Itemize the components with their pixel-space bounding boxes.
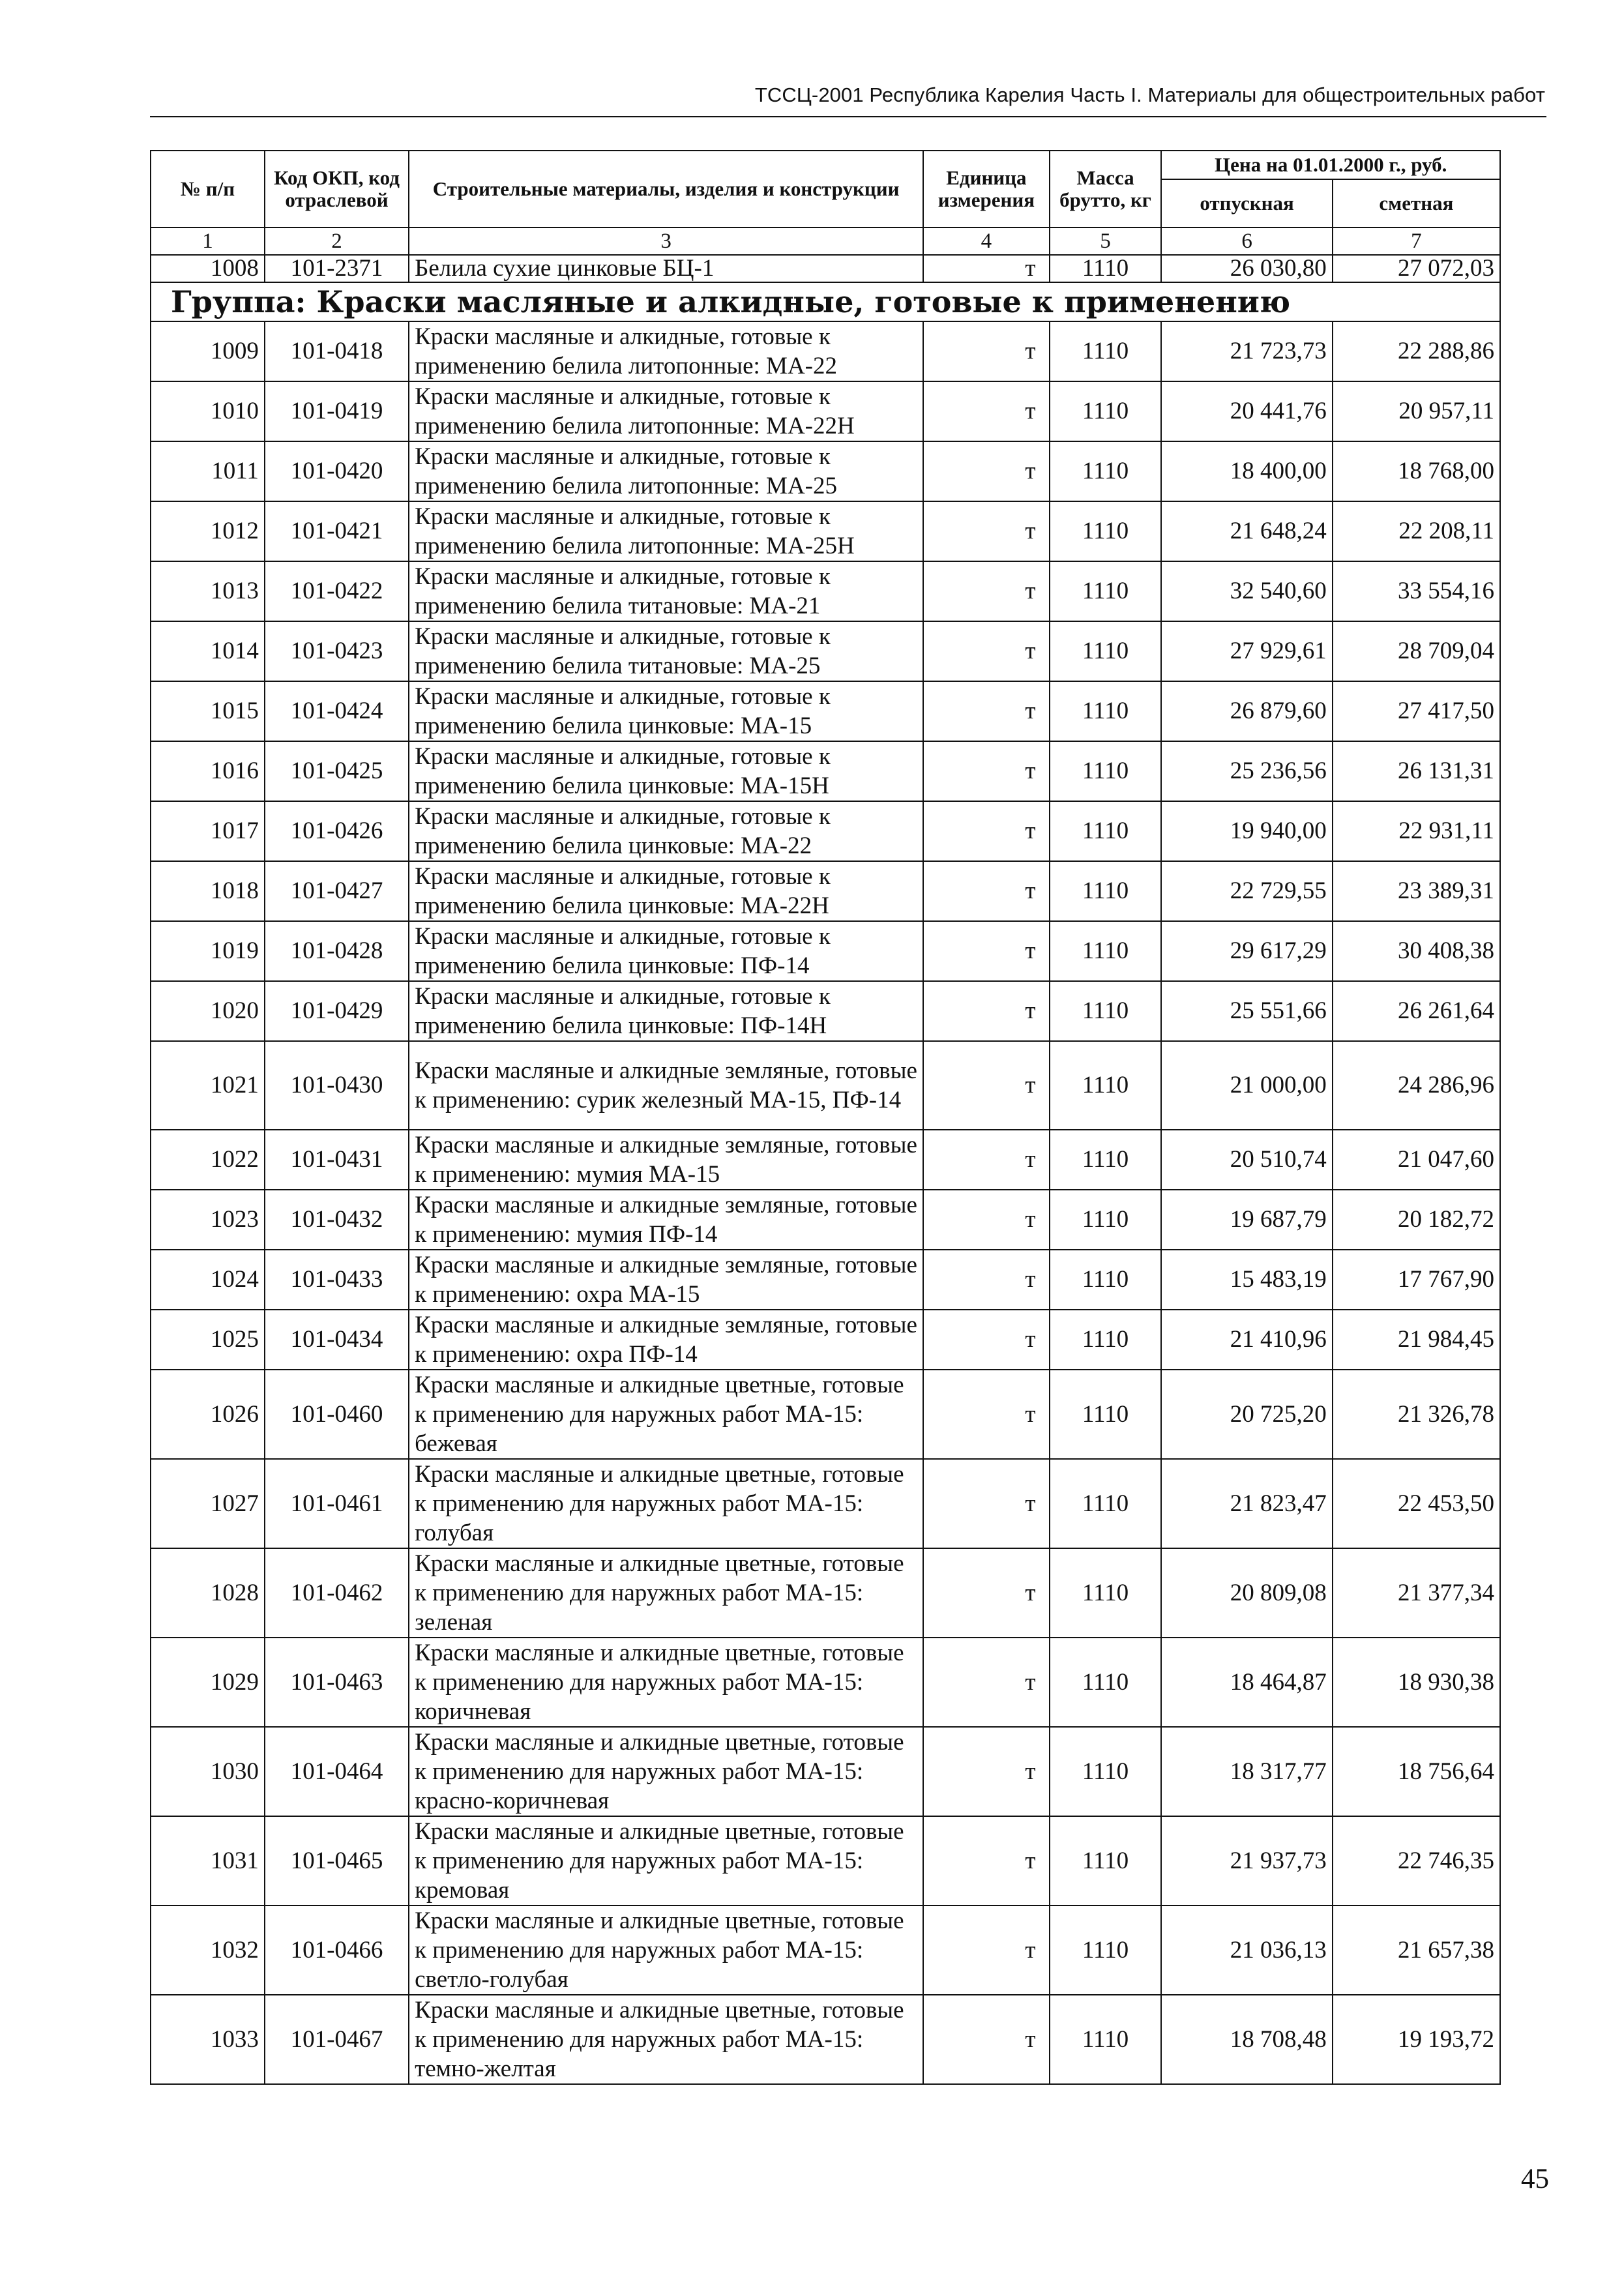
column-number: 3 (409, 228, 923, 255)
cell-unit: т (923, 1190, 1049, 1250)
column-number: 6 (1161, 228, 1332, 255)
cell-price-release: 20 809,08 (1161, 1548, 1332, 1638)
running-header: ТССЦ-2001 Республика Карелия Часть I. Материалы для общестроительных работ (754, 83, 1545, 106)
cell-okp: 101-0460 (265, 1370, 409, 1459)
table-row (151, 561, 1500, 621)
cell-mass: 1110 (1050, 1370, 1162, 1459)
cell-name: Краски масляные и алкидные, готовые к применению белила литопонные: МА-22 (409, 321, 923, 381)
table-row (151, 1310, 1500, 1370)
cell-okp: 101-0431 (265, 1130, 409, 1190)
cell-price-release: 18 708,48 (1161, 1995, 1332, 2084)
cell-name: Краски масляные и алкидные, готовые к применению белила цинковые: ПФ-14 (409, 921, 923, 981)
cell-okp: 101-0420 (265, 441, 409, 501)
cell-price-estimate: 22 288,86 (1333, 321, 1500, 381)
cell-unit: т (923, 681, 1049, 741)
cell-okp: 101-0424 (265, 681, 409, 741)
cell-price-release: 27 929,61 (1161, 621, 1332, 681)
cell-unit: т (923, 1041, 1049, 1130)
cell-num: 1016 (151, 741, 265, 801)
cell-num: 1027 (151, 1459, 265, 1548)
column-number: 2 (265, 228, 409, 255)
cell-name: Краски масляные и алкидные земляные, готовые к применению: охра МА-15 (409, 1250, 923, 1310)
cell-price-release: 21 648,24 (1161, 501, 1332, 561)
cell-unit: т (923, 1459, 1049, 1548)
cell-price-release: 20 441,76 (1161, 381, 1332, 441)
table-row (151, 1130, 1500, 1190)
cell-mass: 1110 (1050, 1250, 1162, 1310)
cell-unit: т (923, 741, 1049, 801)
cell-mass: 1110 (1050, 1638, 1162, 1727)
cell-okp: 101-0430 (265, 1041, 409, 1130)
cell-price-estimate: 22 931,11 (1333, 801, 1500, 861)
cell-num: 1028 (151, 1548, 265, 1638)
cell-price-release: 25 236,56 (1161, 741, 1332, 801)
cell-price-estimate: 22 208,11 (1333, 501, 1500, 561)
cell-okp: 101-2371 (265, 255, 409, 282)
table-row (151, 321, 1500, 381)
cell-price-release: 22 729,55 (1161, 861, 1332, 921)
cell-price-release: 18 317,77 (1161, 1727, 1332, 1816)
cell-price-estimate: 30 408,38 (1333, 921, 1500, 981)
cell-name: Краски масляные и алкидные цветные, готовые к применению для наружных работ МА-15: темно-желтая (409, 1995, 923, 2084)
table-body (151, 228, 1500, 2084)
cell-num: 1011 (151, 441, 265, 501)
cell-unit: т (923, 1995, 1049, 2084)
cell-num: 1025 (151, 1310, 265, 1370)
cell-name: Краски масляные и алкидные цветные, готовые к применению для наружных работ МА-15: зеленая (409, 1548, 923, 1638)
cell-okp: 101-0429 (265, 981, 409, 1041)
cell-price-estimate: 24 286,96 (1333, 1041, 1500, 1130)
cell-okp: 101-0427 (265, 861, 409, 921)
cell-price-release: 21 937,73 (1161, 1816, 1332, 1906)
cell-mass: 1110 (1050, 1727, 1162, 1816)
cell-name: Краски масляные и алкидные цветные, готовые к применению для наружных работ МА-15: коричневая (409, 1638, 923, 1727)
cell-price-release: 21 000,00 (1161, 1041, 1332, 1130)
cell-name: Краски масляные и алкидные земляные, готовые к применению: мумия ПФ-14 (409, 1190, 923, 1250)
cell-price-release: 19 940,00 (1161, 801, 1332, 861)
col-header-okp: Код ОКП, код отраслевой (265, 151, 409, 228)
cell-price-estimate: 18 756,64 (1333, 1727, 1500, 1816)
cell-price-release: 18 400,00 (1161, 441, 1332, 501)
cell-name: Краски масляные и алкидные, готовые к применению белила литопонные: МА-25 (409, 441, 923, 501)
cell-price-release: 25 551,66 (1161, 981, 1332, 1041)
cell-price-estimate: 20 182,72 (1333, 1190, 1500, 1250)
cell-price-estimate: 27 072,03 (1333, 255, 1500, 282)
cell-name: Краски масляные и алкидные, готовые к применению белила титановые: МА-25 (409, 621, 923, 681)
cell-price-estimate: 17 767,90 (1333, 1250, 1500, 1310)
cell-price-estimate: 18 930,38 (1333, 1638, 1500, 1727)
price-table (150, 150, 1501, 2085)
cell-num: 1023 (151, 1190, 265, 1250)
col-header-mass: Масса брутто, кг (1050, 151, 1162, 228)
cell-price-release: 32 540,60 (1161, 561, 1332, 621)
cell-price-release: 21 036,13 (1161, 1906, 1332, 1995)
table-row (151, 921, 1500, 981)
cell-num: 1030 (151, 1727, 265, 1816)
group-title: Группа: Краски масляные и алкидные, готовые к применению (151, 282, 1500, 321)
col-header-num: № п/п (151, 151, 265, 228)
cell-num: 1008 (151, 255, 265, 282)
cell-okp: 101-0418 (265, 321, 409, 381)
cell-unit: т (923, 561, 1049, 621)
col-header-unit: Единица измерения (923, 151, 1049, 228)
cell-name: Краски масляные и алкидные цветные, готовые к применению для наружных работ МА-15: красно-коричневая (409, 1727, 923, 1816)
cell-okp: 101-0422 (265, 561, 409, 621)
cell-okp: 101-0463 (265, 1638, 409, 1727)
cell-num: 1032 (151, 1906, 265, 1995)
table-row (151, 255, 1500, 282)
cell-price-estimate: 19 193,72 (1333, 1995, 1500, 2084)
table-row (151, 1638, 1500, 1727)
cell-price-estimate: 28 709,04 (1333, 621, 1500, 681)
cell-mass: 1110 (1050, 381, 1162, 441)
cell-price-release: 21 410,96 (1161, 1310, 1332, 1370)
cell-okp: 101-0465 (265, 1816, 409, 1906)
cell-name: Краски масляные и алкидные земляные, готовые к применению: охра ПФ-14 (409, 1310, 923, 1370)
cell-okp: 101-0426 (265, 801, 409, 861)
cell-okp: 101-0425 (265, 741, 409, 801)
cell-price-estimate: 21 984,45 (1333, 1310, 1500, 1370)
cell-num: 1017 (151, 801, 265, 861)
cell-price-estimate: 33 554,16 (1333, 561, 1500, 621)
cell-num: 1012 (151, 501, 265, 561)
table-row (151, 681, 1500, 741)
table-row (151, 1995, 1500, 2084)
cell-okp: 101-0419 (265, 381, 409, 441)
cell-unit: т (923, 1310, 1049, 1370)
table-row (151, 441, 1500, 501)
cell-name: Краски масляные и алкидные цветные, готовые к применению для наружных работ МА-15: бежевая (409, 1370, 923, 1459)
cell-price-estimate: 23 389,31 (1333, 861, 1500, 921)
cell-price-release: 19 687,79 (1161, 1190, 1332, 1250)
cell-price-release: 20 725,20 (1161, 1370, 1332, 1459)
cell-mass: 1110 (1050, 1130, 1162, 1190)
cell-unit: т (923, 621, 1049, 681)
cell-num: 1024 (151, 1250, 265, 1310)
cell-name: Краски масляные и алкидные, готовые к применению белила литопонные: МА-22Н (409, 381, 923, 441)
cell-name: Белила сухие цинковые БЦ-1 (409, 255, 923, 282)
cell-okp: 101-0433 (265, 1250, 409, 1310)
cell-num: 1021 (151, 1041, 265, 1130)
cell-mass: 1110 (1050, 321, 1162, 381)
cell-unit: т (923, 1816, 1049, 1906)
cell-mass: 1110 (1050, 561, 1162, 621)
cell-mass: 1110 (1050, 255, 1162, 282)
cell-unit: т (923, 1548, 1049, 1638)
cell-mass: 1110 (1050, 741, 1162, 801)
table-row (151, 741, 1500, 801)
cell-name: Краски масляные и алкидные, готовые к применению белила цинковые: МА-22Н (409, 861, 923, 921)
cell-name: Краски масляные и алкидные, готовые к применению белила титановые: МА-21 (409, 561, 923, 621)
cell-num: 1031 (151, 1816, 265, 1906)
cell-name: Краски масляные и алкидные, готовые к применению белила цинковые: МА-15Н (409, 741, 923, 801)
table-row (151, 1548, 1500, 1638)
cell-unit: т (923, 1727, 1049, 1816)
cell-unit: т (923, 441, 1049, 501)
table-row (151, 1190, 1500, 1250)
cell-mass: 1110 (1050, 801, 1162, 861)
cell-num: 1020 (151, 981, 265, 1041)
cell-num: 1033 (151, 1995, 265, 2084)
table-row (151, 1906, 1500, 1995)
cell-name: Краски масляные и алкидные, готовые к применению белила цинковые: МА-15 (409, 681, 923, 741)
cell-price-release: 26 879,60 (1161, 681, 1332, 741)
col-header-price-release: отпускная (1161, 179, 1332, 228)
cell-name: Краски масляные и алкидные, готовые к применению белила цинковые: МА-22 (409, 801, 923, 861)
col-header-price-group: Цена на 01.01.2000 г., руб. (1161, 151, 1500, 179)
cell-name: Краски масляные и алкидные, готовые к применению белила цинковые: ПФ-14Н (409, 981, 923, 1041)
cell-price-release: 29 617,29 (1161, 921, 1332, 981)
cell-okp: 101-0464 (265, 1727, 409, 1816)
cell-unit: т (923, 1130, 1049, 1190)
cell-mass: 1110 (1050, 441, 1162, 501)
cell-price-release: 18 464,87 (1161, 1638, 1332, 1727)
table-row (151, 1727, 1500, 1816)
cell-num: 1010 (151, 381, 265, 441)
column-number: 7 (1333, 228, 1500, 255)
cell-unit: т (923, 1906, 1049, 1995)
cell-okp: 101-0428 (265, 921, 409, 981)
cell-unit: т (923, 981, 1049, 1041)
cell-unit: т (923, 801, 1049, 861)
cell-price-estimate: 21 326,78 (1333, 1370, 1500, 1459)
table-row (151, 801, 1500, 861)
col-header-name: Строительные материалы, изделия и конструкции (409, 151, 923, 228)
column-number: 4 (923, 228, 1049, 255)
cell-name: Краски масляные и алкидные земляные, готовые к применению: мумия МА-15 (409, 1130, 923, 1190)
table-row (151, 381, 1500, 441)
cell-price-estimate: 22 453,50 (1333, 1459, 1500, 1548)
cell-price-estimate: 20 957,11 (1333, 381, 1500, 441)
header-rule (150, 116, 1546, 117)
table-row (151, 981, 1500, 1041)
column-numbers-row (151, 228, 1500, 255)
table-row (151, 1250, 1500, 1310)
cell-num: 1026 (151, 1370, 265, 1459)
cell-mass: 1110 (1050, 921, 1162, 981)
cell-num: 1019 (151, 921, 265, 981)
cell-okp: 101-0467 (265, 1995, 409, 2084)
cell-num: 1013 (151, 561, 265, 621)
cell-unit: т (923, 921, 1049, 981)
table-row (151, 1370, 1500, 1459)
cell-unit: т (923, 501, 1049, 561)
cell-unit: т (923, 321, 1049, 381)
cell-unit: т (923, 861, 1049, 921)
table-row (151, 501, 1500, 561)
cell-okp: 101-0466 (265, 1906, 409, 1995)
cell-price-estimate: 26 131,31 (1333, 741, 1500, 801)
cell-okp: 101-0421 (265, 501, 409, 561)
cell-unit: т (923, 1638, 1049, 1727)
table-row (151, 1816, 1500, 1906)
cell-name: Краски масляные и алкидные цветные, готовые к применению для наружных работ МА-15: голубая (409, 1459, 923, 1548)
cell-name: Краски масляные и алкидные цветные, готовые к применению для наружных работ МА-15: светло-голубая (409, 1906, 923, 1995)
cell-price-estimate: 18 768,00 (1333, 441, 1500, 501)
page-number: 45 (1521, 2164, 1549, 2194)
cell-num: 1014 (151, 621, 265, 681)
cell-mass: 1110 (1050, 1548, 1162, 1638)
cell-unit: т (923, 1250, 1049, 1310)
cell-price-estimate: 21 047,60 (1333, 1130, 1500, 1190)
cell-num: 1029 (151, 1638, 265, 1727)
cell-price-release: 26 030,80 (1161, 255, 1332, 282)
cell-num: 1022 (151, 1130, 265, 1190)
col-header-price-estimate: сметная (1333, 179, 1500, 228)
cell-okp: 101-0434 (265, 1310, 409, 1370)
cell-mass: 1110 (1050, 1041, 1162, 1130)
cell-num: 1015 (151, 681, 265, 741)
cell-price-estimate: 21 377,34 (1333, 1548, 1500, 1638)
cell-mass: 1110 (1050, 1190, 1162, 1250)
cell-unit: т (923, 381, 1049, 441)
table-row (151, 1041, 1500, 1130)
cell-name: Краски масляные и алкидные цветные, готовые к применению для наружных работ МА-15: кремовая (409, 1816, 923, 1906)
cell-name: Краски масляные и алкидные земляные, готовые к применению: сурик железный МА-15, ПФ-14 (409, 1041, 923, 1130)
cell-price-release: 21 723,73 (1161, 321, 1332, 381)
cell-mass: 1110 (1050, 621, 1162, 681)
cell-mass: 1110 (1050, 981, 1162, 1041)
table-row (151, 1459, 1500, 1548)
cell-unit: т (923, 255, 1049, 282)
cell-mass: 1110 (1050, 1995, 1162, 2084)
cell-price-estimate: 21 657,38 (1333, 1906, 1500, 1995)
cell-unit: т (923, 1370, 1049, 1459)
cell-mass: 1110 (1050, 1310, 1162, 1370)
cell-price-release: 15 483,19 (1161, 1250, 1332, 1310)
cell-price-release: 20 510,74 (1161, 1130, 1332, 1190)
group-row (151, 282, 1500, 321)
cell-num: 1009 (151, 321, 265, 381)
column-number: 5 (1050, 228, 1162, 255)
cell-price-estimate: 27 417,50 (1333, 681, 1500, 741)
cell-mass: 1110 (1050, 1906, 1162, 1995)
column-number: 1 (151, 228, 265, 255)
table-row (151, 861, 1500, 921)
cell-mass: 1110 (1050, 501, 1162, 561)
cell-mass: 1110 (1050, 1816, 1162, 1906)
cell-mass: 1110 (1050, 1459, 1162, 1548)
cell-okp: 101-0432 (265, 1190, 409, 1250)
cell-okp: 101-0423 (265, 621, 409, 681)
cell-okp: 101-0461 (265, 1459, 409, 1548)
cell-price-estimate: 22 746,35 (1333, 1816, 1500, 1906)
cell-price-estimate: 26 261,64 (1333, 981, 1500, 1041)
cell-price-release: 21 823,47 (1161, 1459, 1332, 1548)
cell-mass: 1110 (1050, 681, 1162, 741)
cell-name: Краски масляные и алкидные, готовые к применению белила литопонные: МА-25Н (409, 501, 923, 561)
cell-okp: 101-0462 (265, 1548, 409, 1638)
cell-num: 1018 (151, 861, 265, 921)
table-row (151, 621, 1500, 681)
cell-mass: 1110 (1050, 861, 1162, 921)
